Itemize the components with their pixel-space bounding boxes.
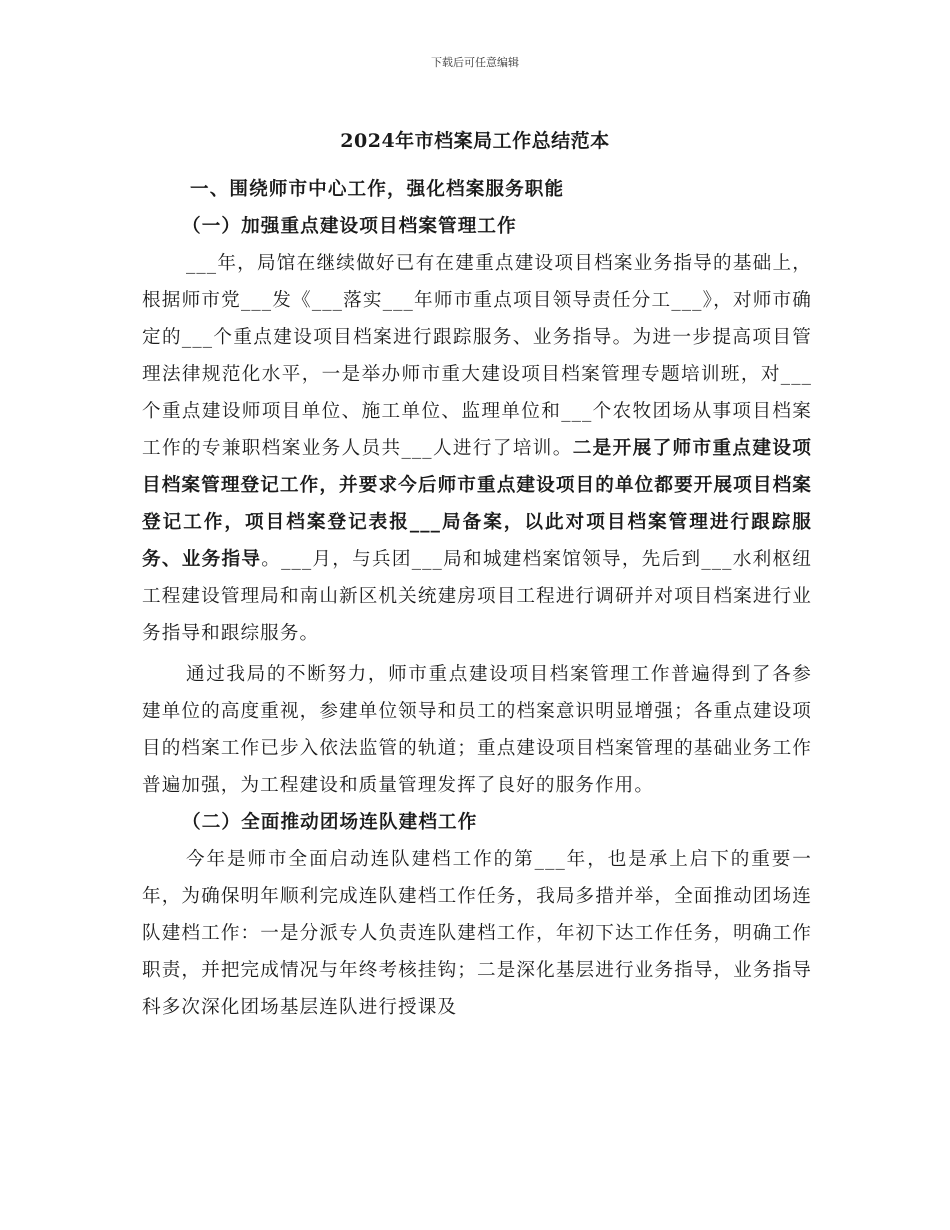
paragraph-1-part-a: ___年，局馆在继续做好已有在建重点建设项目档案业务指导的基础上，根据师市党___发《___落实___年师市重点项目领导责任分工___》，对师市确定的___个重点建设项目档案进行跟踪服务、业务指导。为进一步提高项目管理法律规范化水平，一是举办师市重大建设项目档案管理专题培训班，对___个重点建设师项目单位、施工单位、监理单位和___个农牧团场从事项目档案工作的专兼职档案业务人员共___人进行了培训。 [142,253,812,459]
paragraph-1 [142,245,812,652]
subsection-heading-1: （一）加强重点建设项目档案管理工作 [182,216,517,237]
section-heading-1: 一、围绕师市中心工作，强化档案服务职能 [190,179,565,200]
header-note: 下载后可任意编辑 [431,56,519,69]
subsection-heading-2: （二）全面推动团场连队建档工作 [182,812,478,833]
document-body [142,171,812,1026]
paragraph-2: 通过我局的不断努力，师市重点建设项目档案管理工作普遍得到了各参建单位的高度重视，参建单位领导和员工的档案意识明显增强；各重点建设项目的档案工作已步入依法监管的轨道；重点建设项目档案管理的基础业务工作普遍加强，为工程建设和质量管理发挥了良好的服务作用。 [142,664,812,796]
paragraph-1-bold-part: 二是开展了师市重点建设项目档案管理登记工作，并要求今后师市重点建设项目的单位都要开展项目档案登记工作，项目档案登记表报___局备案，以此对项目档案管理进行跟踪服务、业务指导 [142,438,812,570]
paragraph-1-part-c: 。___月，与兵团___局和城建档案馆领导，先后到___水利枢纽工程建设管理局和南山新区机关统建房项目工程进行调研并对项目档案进行业务指导和跟综服务。 [142,549,813,644]
document-title: 2024年市档案局工作总结范本 [340,130,610,152]
paragraph-3: 今年是师市全面启动连队建档工作的第___年，也是承上启下的重要一年，为确保明年顺利完成连队建档工作任务，我局多措并举，全面推动团场连队建档工作：一是分派专人负责连队建档工作，年初下达工作任务，明确工作职责，并把完成情况与年终考核挂钩；二是深化基层进行业务指导，业务指导科多次深化团场基层连队进行授课及 [142,849,812,1018]
